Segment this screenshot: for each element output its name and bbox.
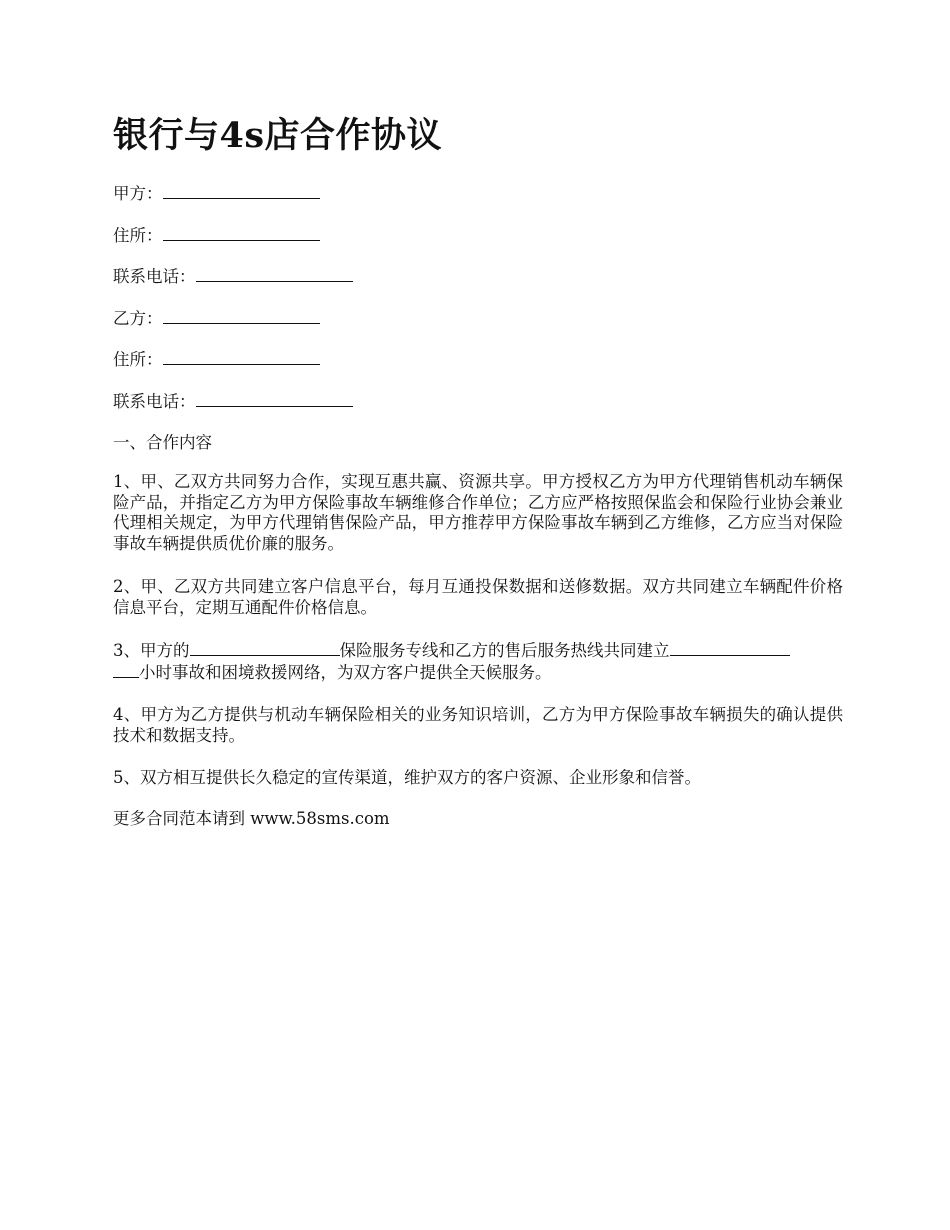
party-a-phone-label: 联系电话：: [113, 267, 196, 286]
footer-note: 更多合同范本请到 www.58sms.com: [113, 809, 390, 828]
party-a-phone-field: [113, 266, 353, 287]
party-b-phone-field: [113, 391, 353, 412]
clause-4: 4、甲方为乙方提供与机动车辆保险相关的业务知识培训，乙方为甲方保险事故车辆损失的确认提供技术和数据支持。: [113, 705, 843, 745]
clause-3-part-c: 小时事故和困境救援网络，为双方客户提供全天候服务。: [139, 662, 552, 682]
section-heading: 一、合作内容: [113, 433, 212, 452]
party-a-label: 甲方：: [113, 184, 163, 203]
document-title: 银行与4s店合作协议: [113, 115, 443, 156]
party-b-address-blank: [163, 349, 320, 365]
party-a-address-label: 住所：: [113, 226, 163, 245]
clause-3: [113, 640, 843, 683]
clause-5: 5、双方相互提供长久稳定的宣传渠道，维护双方的客户资源、企业形象和信誉。: [113, 768, 701, 787]
hotline-blank: [190, 640, 340, 656]
party-b-field: [113, 308, 320, 329]
party-a-address-field: [113, 225, 320, 246]
hours-blank-1: [670, 640, 790, 656]
party-b-address-field: [113, 349, 320, 370]
party-a-field: [113, 183, 320, 204]
party-b-phone-blank: [196, 391, 353, 407]
party-b-blank: [163, 308, 320, 324]
hours-blank-2: [113, 662, 139, 678]
clause-3-part-b: 保险服务专线和乙方的售后服务热线共同建立: [339, 641, 670, 660]
party-b-address-label: 住所：: [113, 350, 163, 369]
party-a-blank: [163, 183, 320, 199]
clause-2: 2、甲、乙双方共同建立客户信息平台，每月互通投保数据和送修数据。双方共同建立车辆配件价格信息平台，定期互通配件价格信息。: [113, 577, 843, 617]
party-a-phone-blank: [196, 266, 353, 282]
party-b-label: 乙方：: [113, 309, 163, 328]
party-a-address-blank: [163, 225, 320, 241]
party-b-phone-label: 联系电话：: [113, 392, 196, 411]
clause-1: 1、甲、乙双方共同努力合作，实现互惠共赢、资源共享。甲方授权乙方为甲方代理销售机动车辆保险产品，并指定乙方为甲方保险事故车辆维修合作单位；乙方应严格按照保监会和保险行业协会兼业代理相关规定，为甲方代理销售保险产品，甲方推荐甲方保险事故车辆到乙方维修，乙方应当对保险事故车辆提供质优价廉的服务。: [113, 472, 843, 553]
clause-3-part-a: 3、甲方的: [113, 641, 190, 660]
